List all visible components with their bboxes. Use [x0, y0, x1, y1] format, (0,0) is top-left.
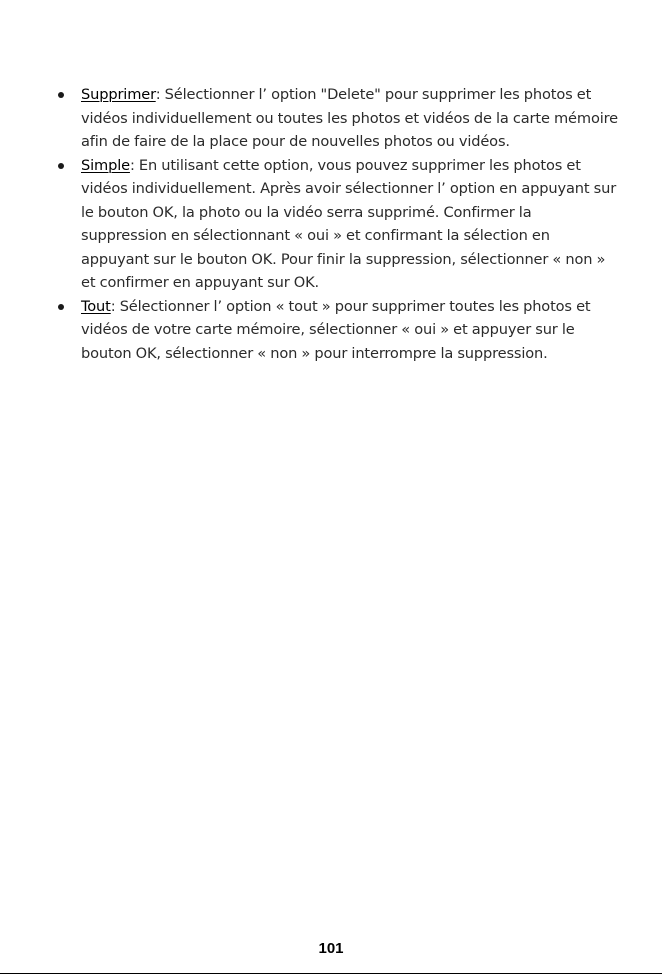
bullet-dot-icon	[58, 92, 64, 98]
term-tout: Tout	[81, 297, 111, 315]
bottom-rule	[0, 973, 662, 974]
description-simple: : En utilisant cette option, vous pouvez supprimer les photos et vidéos individuellement. Après avoir sélectionner l’ option en appuyant sur le bouton OK, la photo ou la vidéo serra supprimé. Confirmer la suppression en sélectionnant « oui » et confirmant la sélection en appuyant sur le bouton OK. Pour finir la suppression, sélectionner « non » et confirmer en appuyant sur OK.	[81, 156, 617, 291]
bullet-dot-icon	[58, 163, 64, 169]
bullet-item-tout	[58, 295, 618, 366]
bullet-list	[58, 83, 618, 365]
term-simple: Simple	[81, 156, 130, 174]
bullet-item-simple	[58, 154, 618, 295]
bullet-dot-icon	[58, 304, 64, 310]
bullet-item-supprimer	[58, 83, 618, 154]
page-number: 101	[318, 940, 344, 957]
description-supprimer: : Sélectionner l’ option "Delete" pour supprimer les photos et vidéos individuellement ou toutes les photos et vidéos de la carte mémoire afin de faire de la place pour de nouvelles photos ou vidéos.	[81, 86, 618, 150]
description-tout: : Sélectionner l’ option « tout » pour supprimer toutes les photos et vidéos de votre carte mémoire, sélectionner « oui » et appuyer sur le bouton OK, sélectionner « non » pour interrompre la suppression.	[81, 297, 591, 362]
term-supprimer: Supprimer	[81, 86, 156, 103]
